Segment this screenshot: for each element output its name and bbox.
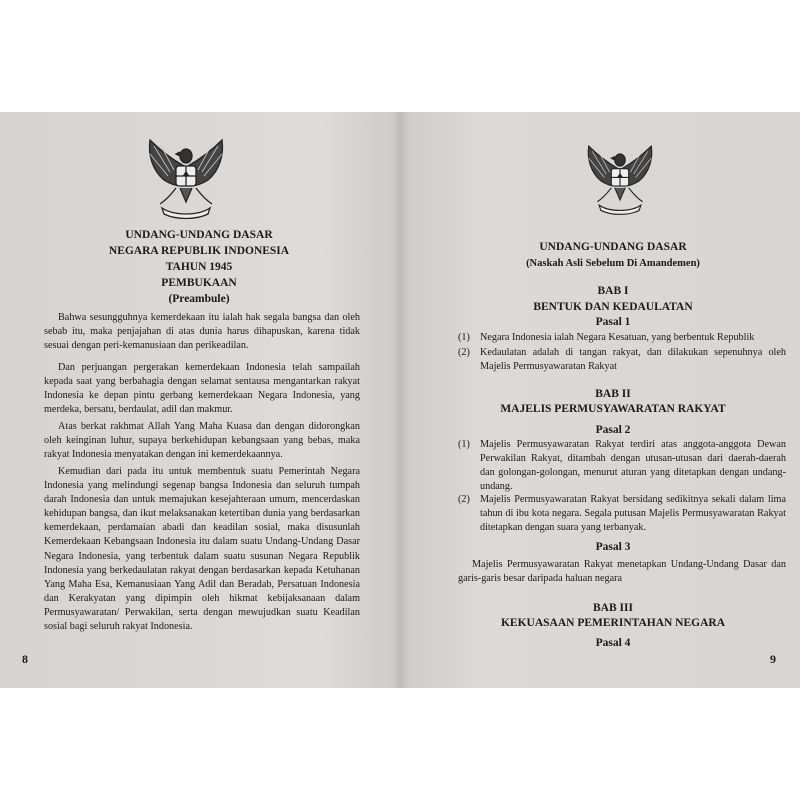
paragraph-1: Bahwa sesungguhnya kemerdekaan itu ialah hak segala bangsa dan oleh sebab itu, maka penjajahan di atas dunia harus dihapuskan, karena tidak sesuai dengan peri-kemanusiaan dan perikeadilan. — [44, 312, 360, 352]
paragraph-3: Atas berkat rakhmat Allah Yang Maha Kuasa dan dengan didorongkan oleh keinginan luhur, supaya berkehidupan kebangsaan yang bebas, maka rakyat Indonesia menyatakan dengan ini kemerdekaannya. — [44, 421, 360, 461]
tahun-title: TAHUN 1945 — [165, 261, 233, 273]
pasal1-item-1: (1) Negara Indonesia ialah Negara Kesatuan, yang berbentuk Republik — [458, 332, 755, 343]
uud-title: UNDANG-UNDANG DASAR — [125, 229, 273, 241]
pasal-4: Pasal 4 — [595, 637, 631, 649]
pembukaan-title: PEMBUKAAN — [161, 277, 237, 289]
preambule-title: (Preambule) — [168, 293, 230, 305]
left-page — [0, 112, 398, 688]
pasal-1: Pasal 1 — [595, 316, 631, 328]
bab1-heading: BAB I — [597, 285, 629, 297]
bab2-title: MAJELIS PERMUSYAWARATAN RAKYAT — [500, 403, 726, 415]
negara-title: NEGARA REPUBLIK INDONESIA — [108, 245, 290, 257]
open-book — [0, 112, 800, 688]
paragraph-2: Dan perjuangan pergerakan kemerdekaan Indonesia telah sampailah kepada saat yang berbahagia dengan selamat sentausa mengantarkan rakyat Indonesia ke depan pintu gerbang kemerdekaan Negara Indonesia, yang merdeka, bersatu, berdaulat, adil dan makmur. — [44, 362, 360, 416]
right-page — [402, 112, 800, 688]
pasal2-item-2: (2) Majelis Permusyawaratan Rakyat bersidang sedikitnya sekali dalam lima tahun di ibu kota negara. Segala putusan Majelis Permusyawaratan Rakyat ditetapkan dengan suara yang terbanyak. — [458, 494, 786, 534]
right-subtitle: (Naskah Asli Sebelum Di Amandemen) — [526, 258, 700, 269]
garuda-emblem-icon — [580, 140, 660, 220]
pasal1-item-2: (2) Kedaulatan adalah di tangan rakyat, dan dilakukan sepenuhnya oleh Majelis Permusyawaratan Rakyat — [458, 347, 786, 373]
pasal2-item-1: (1) Majelis Permusyawaratan Rakyat terdiri atas anggota-anggota Dewan Perwakilan Rakyat, ditambah dengan utusan-utusan dari daerah-daerah dan golongan-golongan, menurut aturan yang ditetapkan dengan undang-undang. — [458, 439, 786, 493]
page-number: 8 — [22, 652, 28, 666]
page-number: 9 — [770, 652, 776, 666]
pasal-3: Pasal 3 — [595, 541, 631, 553]
pasal-2: Pasal 2 — [595, 424, 631, 436]
right-title: UNDANG-UNDANG DASAR — [539, 241, 687, 253]
bab3-heading: BAB III — [593, 602, 633, 614]
bab1-title: BENTUK DAN KEDAULATAN — [533, 301, 693, 313]
bab3-title: KEKUASAAN PEMERINTAHAN NEGARA — [500, 617, 726, 629]
bab2-heading: BAB II — [595, 388, 631, 400]
paragraph-4: Kemudian dari pada itu untuk membentuk suatu Pemerintah Negara Indonesia yang melindungi segenap bangsa Indonesia dan seluruh tumpah darah Indonesia dan untuk memajukan kesejahteraan umum, mencerdaskan kehidupan bangsa, dan ikut melaksanakan ketertiban dunia yang berdasarkan kemerdekaan, perdamaian abadi dan keadilan sosial, maka disusunlah Kemerdekaan Kebangsaan Indonesia itu dalam suatu Undang-Undang Dasar Negara Indonesia, yang terbentuk dalam suatu susunan Negara Republik Indonesia yang berkedaulatan rakyat dengan berdasarkan kepada Ketuhanan Yang Maha Esa, Kemanusiaan Yang Adil dan Beradab, Persatuan Indonesia dan Kerakyatan yang dipimpin oleh hikmat kebijaksanaan dalam Permusyawaratan/ Perwakilan, serta dengan mewujudkan suatu Keadilan sosial bagi seluruh rakyat Indonesia. — [44, 466, 360, 633]
pasal3-text: Majelis Permusyawaratan Rakyat menetapkan Undang-Undang Dasar dan garis-garis besar daripada haluan negara — [458, 559, 786, 585]
garuda-emblem-icon — [140, 136, 232, 222]
